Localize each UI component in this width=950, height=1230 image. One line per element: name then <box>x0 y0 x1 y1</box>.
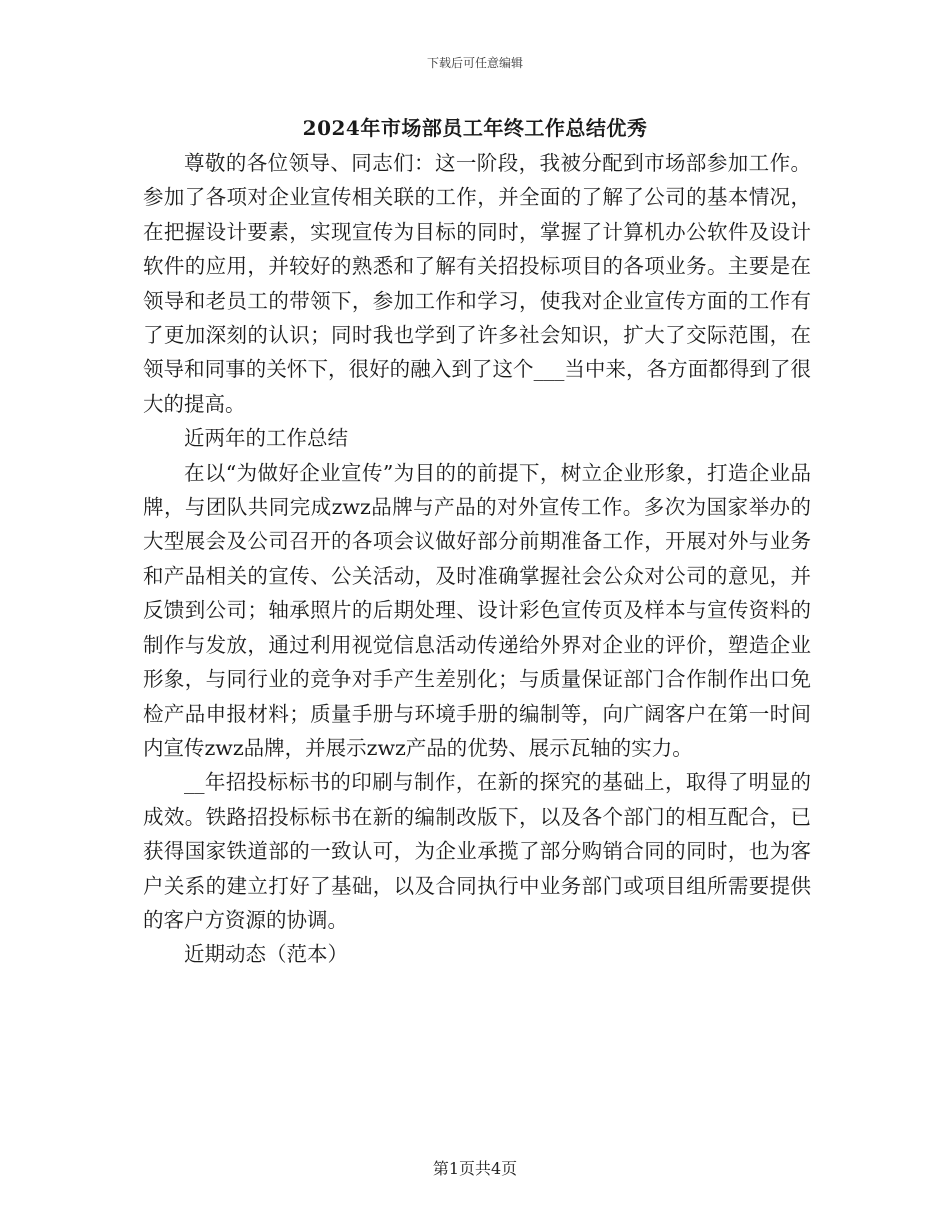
page-number: 第1页共4页 <box>432 1159 518 1178</box>
document-body <box>143 146 811 972</box>
paragraph-greeting: 尊敬的各位领导、同志们：这一阶段，我被分配到市场部参加工作。参加了各项对企业宣传相关联的工作，并全面的了解了公司的基本情况，在把握设计要素，实现宣传为目标的同时，掌握了计算机办公软件及设计软件的应用，并较好的熟悉和了解有关招投标项目的各项业务。主要是在领导和老员工的带领下，参加工作和学习，使我对企业宣传方面的工作有了更加深刻的认识；同时我也学到了许多社会知识，扩大了交际范围，在领导和同事的关怀下，很好的融入到了这个___当中来，各方面都得到了很大的提高。 <box>143 151 811 416</box>
paragraph-brand-promotion: 在以“为做好企业宣传”为目的的前提下，树立企业形象，打造企业品牌，与团队共同完成zwz品牌与产品的对外宣传工作。多次为国家举办的大型展会及公司召开的各项会议做好部分前期准备工作，开展对外与业务和产品相关的宣传、公关活动，及时准确掌握社会公众对公司的意见，并反馈到公司；轴承照片的后期处理、设计彩色宣传页及样本与宣传资料的制作与发放，通过利用视觉信息活动传递给外界对企业的评价，塑造企业形象，与同行业的竞争对手产生差别化；与质量保证部门合作制作出口免检产品申报材料；质量手册与环境手册的编制等，向广阔客户在第一时间内宣传zwz品牌，并展示zwz产品的优势、展示瓦轴的实力。 <box>143 460 811 760</box>
paragraph-bidding-documents: __年招投标标书的印刷与制作，在新的探究的基础上，取得了明显的成效。铁路招投标标书在新的编制改版下，以及各个部门的相互配合，已获得国家铁道部的一致认可，为企业承揽了部分购销合同的同时，也为客户关系的建立打好了基础，以及合同执行中业务部门或项目组所需要提供的客户方资源的协调。 <box>143 770 811 932</box>
document-title: 2024年市场部员工年终工作总结优秀 <box>302 116 648 140</box>
section-heading-recent-updates: 近期动态（范本） <box>184 942 348 967</box>
header-note: 下载后可任意编辑 <box>426 56 523 70</box>
section-heading-two-year-summary: 近两年的工作总结 <box>184 426 348 451</box>
